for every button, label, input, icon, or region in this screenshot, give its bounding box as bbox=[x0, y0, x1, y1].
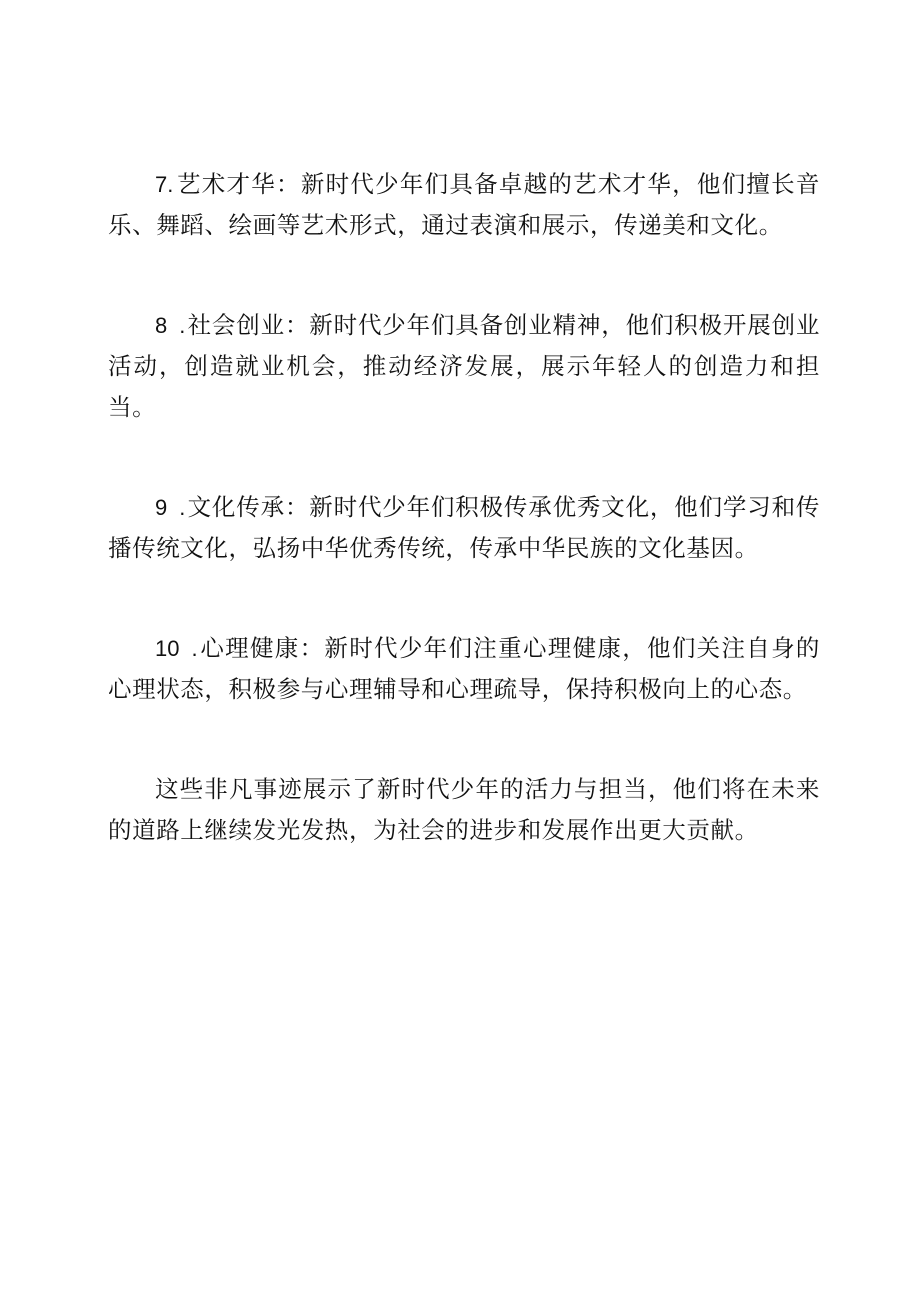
item-heading: 心理健康 bbox=[199, 634, 300, 662]
item-colon: ： bbox=[276, 170, 301, 198]
item-separator: . bbox=[191, 636, 198, 661]
item-text: 新时代少年们注重心理健康，他们关注自身的心理状态，积极参与心理辅导和心理疏导，保持积极向上的心态。 bbox=[108, 634, 821, 703]
item-colon: ： bbox=[284, 493, 310, 521]
item-heading: 社会创业 bbox=[187, 311, 285, 339]
item-number: 7 bbox=[155, 172, 168, 197]
list-item-mental-health bbox=[108, 628, 820, 710]
item-separator: . bbox=[179, 495, 186, 520]
item-colon: ： bbox=[299, 634, 325, 662]
item-number: 8 bbox=[155, 313, 168, 338]
item-text: 新时代少年们积极传承优秀文化，他们学习和传播传统文化，弘扬中华优秀传统，传承中华民族的文化基因。 bbox=[108, 493, 820, 562]
list-item-cultural-heritage bbox=[108, 487, 820, 569]
item-heading: 艺术才华 bbox=[176, 170, 277, 198]
item-number: 9 bbox=[155, 495, 168, 520]
item-separator: . bbox=[179, 313, 186, 338]
conclusion-paragraph: 这些非凡事迹展示了新时代少年的活力与担当，他们将在未来的道路上继续发光发热，为社会的进步和发展作出更大贡献。 bbox=[108, 775, 820, 844]
item-colon: ： bbox=[284, 311, 310, 339]
list-item-art-talent bbox=[108, 164, 820, 246]
document-body bbox=[108, 164, 820, 851]
item-text: 新时代少年们具备创业精神，他们积极开展创业活动，创造就业机会，推动经济发展，展示年轻人的创造力和担当。 bbox=[108, 311, 820, 421]
item-heading: 文化传承 bbox=[187, 493, 285, 521]
item-separator: . bbox=[167, 172, 174, 197]
item-number: 10 bbox=[155, 636, 180, 661]
item-text: 新时代少年们具备卓越的艺术才华，他们擅长音乐、舞蹈、绘画等艺术形式，通过表演和展示，传递美和文化。 bbox=[108, 170, 820, 239]
list-item-social-entrepreneurship bbox=[108, 305, 820, 428]
